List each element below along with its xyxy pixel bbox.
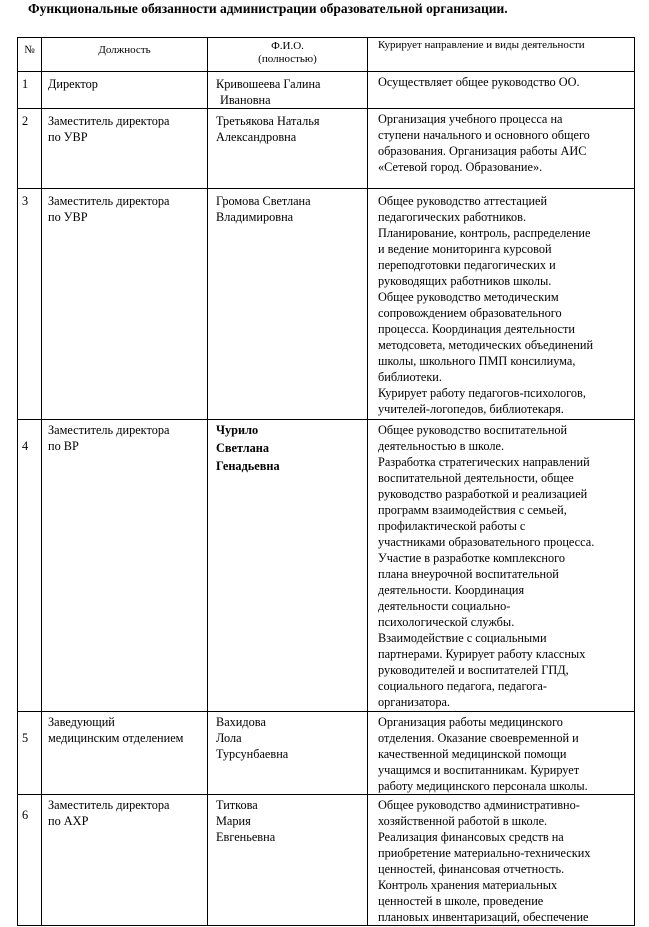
row-number: 5 — [18, 712, 42, 795]
description-line: руководящих работников школы. — [378, 274, 552, 288]
row-position — [42, 109, 208, 189]
description-line: Общее руководство административно- — [378, 798, 580, 812]
header-position: Должность — [42, 38, 208, 72]
table-row — [18, 109, 635, 189]
name-line: Ивановна — [220, 93, 271, 107]
description-line: процесса. Координация деятельности — [378, 322, 575, 336]
position-line: Заведующий — [48, 715, 115, 729]
position-line: Заместитель директора — [48, 194, 170, 208]
row-name — [208, 72, 368, 109]
name-line: Кривошеева Галина — [216, 77, 321, 91]
description-line: учителей-логопедов, библиотекаря. — [378, 402, 564, 416]
name-line: Александровна — [216, 130, 297, 144]
table-header-row — [18, 38, 635, 72]
description-line: программ взаимодействия с семьей, — [378, 503, 567, 517]
table-row — [18, 72, 635, 109]
table-row — [18, 189, 635, 420]
description-line: работу медицинского персонала школы. — [378, 779, 588, 793]
header-description: Курирует направление и виды деятельности — [368, 38, 635, 72]
description-line: и ведение мониторинга курсовой — [378, 242, 552, 256]
row-description — [368, 420, 635, 712]
description-line: руководство разработкой и реализацией — [378, 487, 588, 501]
description-line: школы, школьного ПМП консилиума, — [378, 354, 576, 368]
position-line: по УВР — [48, 130, 88, 144]
name-line: Владимировна — [216, 210, 294, 224]
row-description — [368, 109, 635, 189]
description-line: педагогических работников. — [378, 210, 527, 224]
description-line: руководителей и воспитателей ГПД, — [378, 663, 569, 677]
description-line: участниками образовательного процесса. — [378, 535, 595, 549]
position-line: Заместитель директора — [48, 423, 170, 437]
description-line: Участие в разработке комплексного — [378, 551, 566, 565]
name-line: Генадьевна — [216, 459, 280, 473]
description-line: Общее руководство аттестацией — [378, 194, 548, 208]
description-line: хозяйственной работой в школе. — [378, 814, 548, 828]
description-line: воспитательной деятельности, общее — [378, 471, 574, 485]
row-description — [368, 795, 635, 926]
duties-table — [17, 37, 635, 926]
description-line: переподготовки педагогических и — [378, 258, 556, 272]
row-description — [368, 712, 635, 795]
description-line: деятельности. Координация — [378, 583, 525, 597]
description-line: ступени начального и основного общего — [378, 128, 590, 142]
description-line: плана внеурочной воспитательной — [378, 567, 559, 581]
row-position — [42, 72, 208, 109]
row-name — [208, 795, 368, 926]
table-row — [18, 420, 635, 712]
description-line: учащимся и воспитанникам. Курирует — [378, 763, 580, 777]
position-line: медицинским отделением — [48, 731, 184, 745]
description-line: ценностей в школе, проведение — [378, 894, 544, 908]
description-line: качественной медицинской помощи — [378, 747, 567, 761]
header-name-line2: (полностью) — [258, 53, 317, 65]
position-line: по АХР — [48, 814, 89, 828]
row-description — [368, 189, 635, 420]
name-line: Вахидова — [216, 715, 266, 729]
name-line: Лола — [216, 731, 242, 745]
description-line: образования. Организация работы АИС — [378, 144, 587, 158]
description-line: Разработка стратегических направлений — [378, 455, 590, 469]
name-line: Громова Светлана — [216, 194, 311, 208]
name-line: Турсунбаевна — [216, 747, 289, 761]
header-num: № — [18, 38, 42, 72]
position-line: Директор — [48, 77, 98, 91]
description-line: Контроль хранения материальных — [378, 878, 558, 892]
description-line: плановых инвентаризаций, обеспечение — [378, 910, 589, 924]
position-line: по УВР — [48, 210, 88, 224]
description-line: деятельностью в школе. — [378, 439, 505, 453]
description-line: Осуществляет общее руководство ОО. — [378, 75, 580, 89]
row-name — [208, 109, 368, 189]
description-line: приобретение материально-технических — [378, 846, 591, 860]
description-line: библиотеки. — [378, 370, 442, 384]
row-position — [42, 189, 208, 420]
table-row — [18, 712, 635, 795]
row-name — [208, 420, 368, 712]
description-line: Организация учебного процесса на — [378, 112, 563, 126]
row-number: 6 — [18, 795, 42, 926]
row-position — [42, 795, 208, 926]
header-name — [208, 38, 368, 72]
description-line: партнерами. Курирует работу классных — [378, 647, 586, 661]
description-line: отделения. Оказание своевременной и — [378, 731, 579, 745]
position-line: по ВР — [48, 439, 79, 453]
description-line: ценностей, финансовая отчетность. — [378, 862, 565, 876]
name-line: Евгеньевна — [216, 830, 276, 844]
row-number: 1 — [18, 72, 42, 109]
document-title: Функциональные обязанности администрации образовательной организации. — [28, 1, 508, 16]
description-line: психологической службы. — [378, 615, 515, 629]
name-line: Мария — [216, 814, 251, 828]
name-line: Чурило — [216, 423, 259, 437]
description-line: социального педагога, педагога- — [378, 679, 547, 693]
row-position — [42, 420, 208, 712]
name-line: Третьякова Наталья — [216, 114, 320, 128]
description-line: организатора. — [378, 695, 450, 709]
row-name — [208, 712, 368, 795]
table-row — [18, 795, 635, 926]
name-line: Титкова — [216, 798, 258, 812]
header-name-line1: Ф.И.О. — [271, 40, 304, 52]
row-number: 2 — [18, 109, 42, 189]
description-line: деятельности социально- — [378, 599, 511, 613]
description-line: Общее руководство воспитательной — [378, 423, 568, 437]
description-line: сопровождением образовательного — [378, 306, 562, 320]
name-line: Светлана — [216, 441, 269, 455]
description-line: «Сетевой город. Образование». — [378, 160, 543, 174]
row-position — [42, 712, 208, 795]
row-name — [208, 189, 368, 420]
row-description — [368, 72, 635, 109]
position-line: Заместитель директора — [48, 114, 170, 128]
description-line: Организация работы медицинского — [378, 715, 563, 729]
description-line: профилактической работы с — [378, 519, 526, 533]
description-line: Общее руководство методическим — [378, 290, 559, 304]
position-line: Заместитель директора — [48, 798, 170, 812]
row-number: 3 — [18, 189, 42, 420]
description-line: методсовета, методических объединений — [378, 338, 594, 352]
row-number: 4 — [18, 420, 42, 712]
description-line: Курирует работу педагогов-психологов, — [378, 386, 586, 400]
description-line: Реализация финансовых средств на — [378, 830, 564, 844]
description-line: Взаимодействие с социальными — [378, 631, 547, 645]
description-line: Планирование, контроль, распределение — [378, 226, 591, 240]
